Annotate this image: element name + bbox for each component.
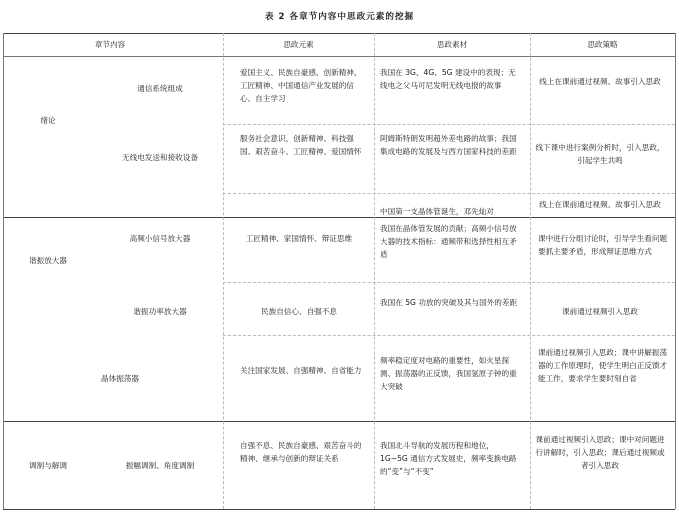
rule-top bbox=[3, 33, 675, 34]
material-cell: 我国在晶体管发展的贡献；高频小信号放大器的技术指标：通频带和选择性相互矛盾 bbox=[380, 224, 517, 259]
section-label: 无线电发送和接收设备 bbox=[122, 153, 198, 162]
material-cell: 阿姆斯特朗发明超外差电路的故事；我国集成电路的发展及与西方国家科技的差距 bbox=[380, 134, 517, 156]
rule-header-bottom bbox=[3, 56, 675, 57]
col-divider bbox=[675, 33, 676, 509]
strategy-cell: 线上在课前通过视频、故事引入思政 bbox=[539, 77, 661, 86]
rule-row bbox=[223, 193, 675, 194]
element-cell: 爱国主义、民族自豪感、创新精神、工匠精神、中国通信产业发展的信心、自主学习 bbox=[240, 68, 362, 103]
material-cell: 中国第一支晶体管诞生，邓先灿对 bbox=[380, 207, 494, 216]
col-divider bbox=[223, 33, 224, 509]
group-label: 谐振放大器 bbox=[29, 256, 67, 265]
header-strategy: 思政策略 bbox=[587, 40, 618, 49]
rule-row bbox=[223, 335, 675, 336]
strategy-cell: 课中进行分组讨论时，引导学生看问题要抓主要矛盾，形成辩证思维方式 bbox=[538, 234, 668, 256]
rule-group bbox=[3, 217, 675, 218]
section-label: 振幅调制、角度调制 bbox=[125, 461, 195, 470]
col-divider bbox=[530, 33, 531, 509]
element-cell: 工匠精神、家国情怀、辩证思维 bbox=[245, 234, 353, 243]
section-label: 晶体振荡器 bbox=[101, 374, 139, 383]
material-cell: 频率稳定度对电路的重要性，如火星探测、振荡器的正反馈，我国氢原子钟的重大突破 bbox=[380, 356, 517, 391]
header-element: 思政元素 bbox=[283, 40, 314, 49]
material-cell: 我国北斗导航的发展历程和地位，1G~5G 通信方式发展史，频率变换电路的“变”与“不变” bbox=[380, 441, 517, 476]
col-divider bbox=[3, 33, 4, 509]
col-divider bbox=[374, 33, 375, 509]
header-chapter: 章节内容 bbox=[94, 40, 126, 49]
strategy-cell: 课前通过视频引入思政；课中讲解振荡器的工作原理时，使学生明白正反馈才能工作，要求学生要时刻自省 bbox=[538, 348, 668, 383]
strategy-cell: 线上在课前通过视频、故事引入思政 bbox=[539, 200, 661, 209]
header-material: 思政素材 bbox=[436, 40, 468, 49]
section-label: 高频小信号放大器 bbox=[129, 234, 191, 243]
strategy-cell: 课前通过视频引入思政 bbox=[562, 307, 638, 316]
rule-bottom bbox=[3, 509, 675, 510]
element-cell: 自强不息、民族自豪感、艰苦奋斗的精神、继承与创新的辩证关系 bbox=[240, 441, 362, 463]
table-title: 表 2 各章节内容中思政元素的挖掘 bbox=[264, 12, 415, 22]
group-label: 绪论 bbox=[40, 116, 56, 125]
section-label: 谐振功率放大器 bbox=[133, 307, 187, 316]
section-label: 通信系统组成 bbox=[137, 84, 183, 93]
rule-row bbox=[223, 282, 675, 283]
group-label: 调制与解调 bbox=[29, 461, 67, 470]
material-cell: 我国在 5G 功放的突破及其与国外的差距 bbox=[380, 298, 518, 307]
strategy-cell: 线下课中进行案例分析时，引入思政，引起学生共鸣 bbox=[535, 143, 665, 165]
rule-row bbox=[223, 124, 675, 125]
element-cell: 民族自信心、自强不息 bbox=[261, 307, 337, 316]
material-cell: 我国在 3G、4G、5G 建设中的表现；无线电之父马可尼发明无线电报的故事 bbox=[380, 68, 516, 90]
strategy-cell: 课前通过视频引入思政；课中对问题进行讲解时，引入思政；课后通过视频或者引入思政 bbox=[535, 435, 665, 470]
element-cell: 服务社会意识、创新精神、科技强国、艰苦奋斗、工匠精神、爱国情怀 bbox=[240, 134, 362, 156]
element-cell: 关注国家发展、自强精神、自省能力 bbox=[240, 366, 362, 375]
rule-group bbox=[3, 421, 675, 422]
